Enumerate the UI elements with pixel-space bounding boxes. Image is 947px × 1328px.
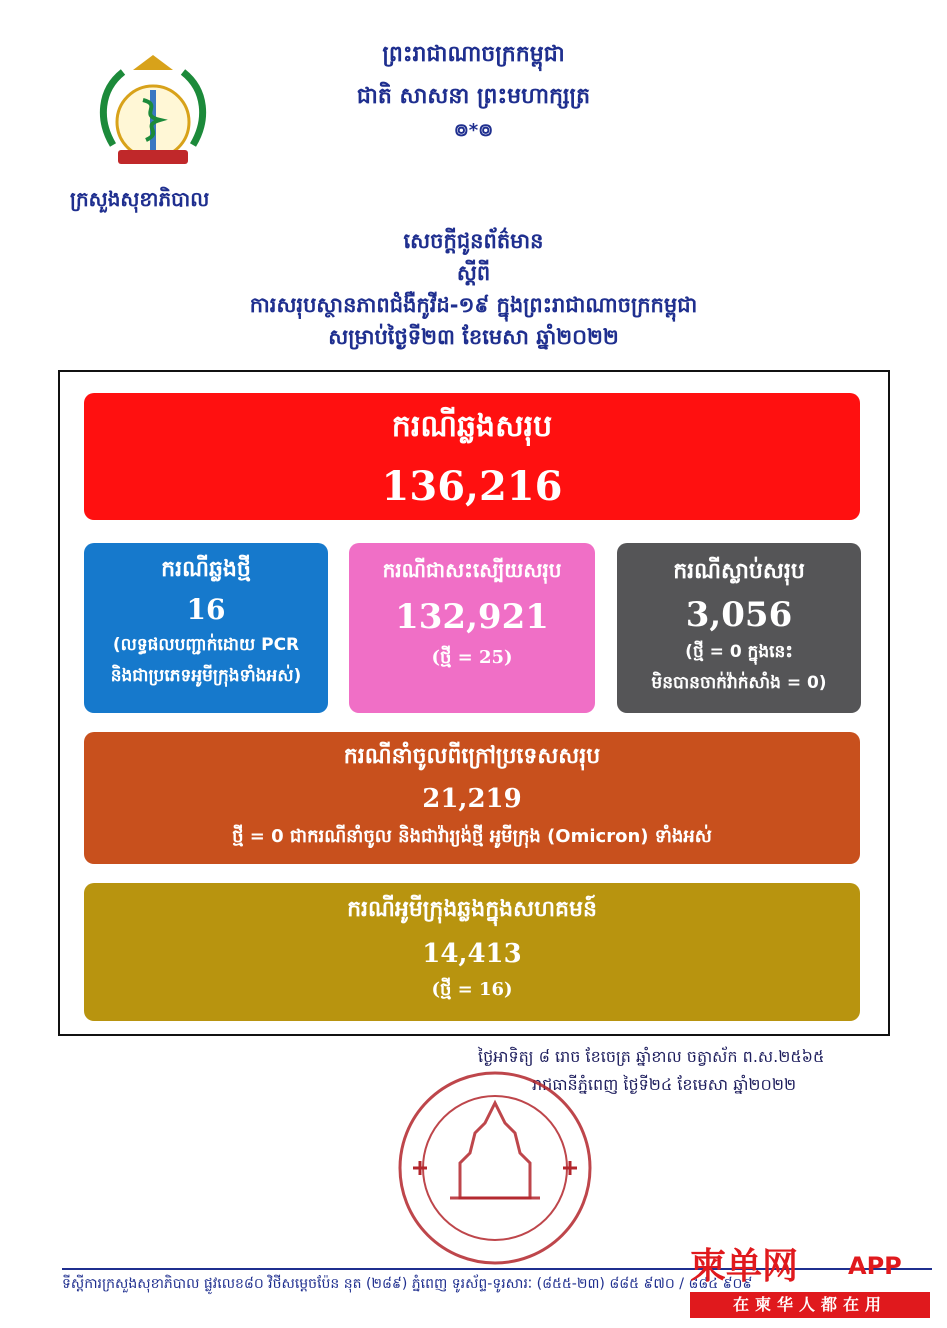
about-label: ស្តីពី (456, 261, 491, 285)
watermark-app: APP (848, 1252, 902, 1280)
new-cases-label: ករណីឆ្លងថ្មី (161, 557, 251, 582)
community-new-note: (ថ្មី = 16) (431, 979, 513, 1000)
deaths-note-2: មិនបានចាក់វ៉ាក់សាំង = 0) (651, 673, 827, 693)
subject-title: ការសរុបស្ថានភាពជំងឺកូវីដ-១៩ ក្នុងព្រះរាជាណាចក្រកម្ពុជា (249, 293, 698, 317)
recovered-label: ករណីជាសះស្បើយសរុប (382, 558, 562, 582)
deaths-note-1: (ថ្មី = 0 ក្នុងនេះ (685, 642, 793, 662)
community-cases-value: 14,413 (422, 939, 522, 969)
new-cases-value: 16 (186, 593, 226, 626)
deaths-value: 3,056 (685, 595, 793, 635)
total-cases-box (84, 393, 860, 520)
report-date: សម្រាប់ថ្ងៃទី២៣ ខែមេសា ឆ្នាំ២០២២ (328, 325, 619, 349)
new-cases-box (84, 543, 328, 713)
community-cases-label: ករណីអូមីក្រុងឆ្លងក្នុងសហគមន៍ (347, 897, 597, 922)
new-cases-note-1: (លទ្ធផលបញ្ជាក់ដោយ PCR (112, 635, 300, 655)
recovered-box (349, 543, 595, 713)
recovered-new-note: (ថ្មី = 25) (431, 647, 513, 668)
footer-divider (62, 1268, 932, 1270)
imported-cases-value: 21,219 (422, 784, 522, 814)
deaths-box (617, 543, 861, 713)
imported-cases-box (84, 732, 860, 864)
recovered-value: 132,921 (395, 597, 549, 637)
watermark-brand: 柬单网 (690, 1246, 799, 1287)
footer-address: ទីស្តីការក្រសួងសុខាភិបាល ផ្លូវលេខ៨០ វិថីសម្ដេចប៉ែន នុត (២៨៩) ភ្នំពេញ ទូរស័ព្ទ-ទូរសារៈ (៨៥៥-២៣) ៨៨៥ ៩៧០ / ៨៨៤ ៩០៩ (62, 1276, 753, 1292)
ministry-logo-icon (88, 50, 218, 180)
watermark-tagline: 在柬华人都在用 (690, 1292, 930, 1318)
place-date: រាជធានីភ្នំពេញ ថ្ងៃទី២៤ ខែមេសា ឆ្នាំ២០២២ (532, 1075, 797, 1094)
total-cases-label: ករណីឆ្លងសរុប (391, 409, 553, 444)
ornament: ៙*៙ (453, 120, 494, 141)
ministry-name: ក្រសួងសុខាភិបាល (70, 187, 210, 211)
press-release-title: សេចក្តីជូនព័ត៌មាន (403, 229, 544, 253)
community-cases-box (84, 883, 860, 1021)
kingdom-title: ព្រះរាជាណាចក្រកម្ពុជា (382, 42, 565, 67)
official-stamp-icon (395, 1068, 595, 1268)
new-cases-note-2: និងជាប្រភេទអូមីក្រុងទាំងអស់) (110, 666, 302, 686)
imported-cases-note: ថ្មី = 0 ជាករណីនាំចូល និងជាវ៉ារ្យង់ថ្មី អូមីក្រុង (Omicron) ទាំងអស់ (232, 826, 712, 847)
lunar-date: ថ្ងៃអាទិត្យ ៨ រោច ខែចេត្រ ឆ្នាំខាល ចត្វាស័ក ព.ស.២៥៦៥ (478, 1047, 825, 1066)
total-cases-value: 136,216 (381, 463, 563, 510)
imported-cases-label: ករណីនាំចូលពីក្រៅប្រទេសសរុប (343, 744, 601, 769)
deaths-label: ករណីស្លាប់សរុប (673, 559, 805, 584)
national-motto: ជាតិ សាសនា ព្រះមហាក្សត្រ (356, 84, 591, 109)
